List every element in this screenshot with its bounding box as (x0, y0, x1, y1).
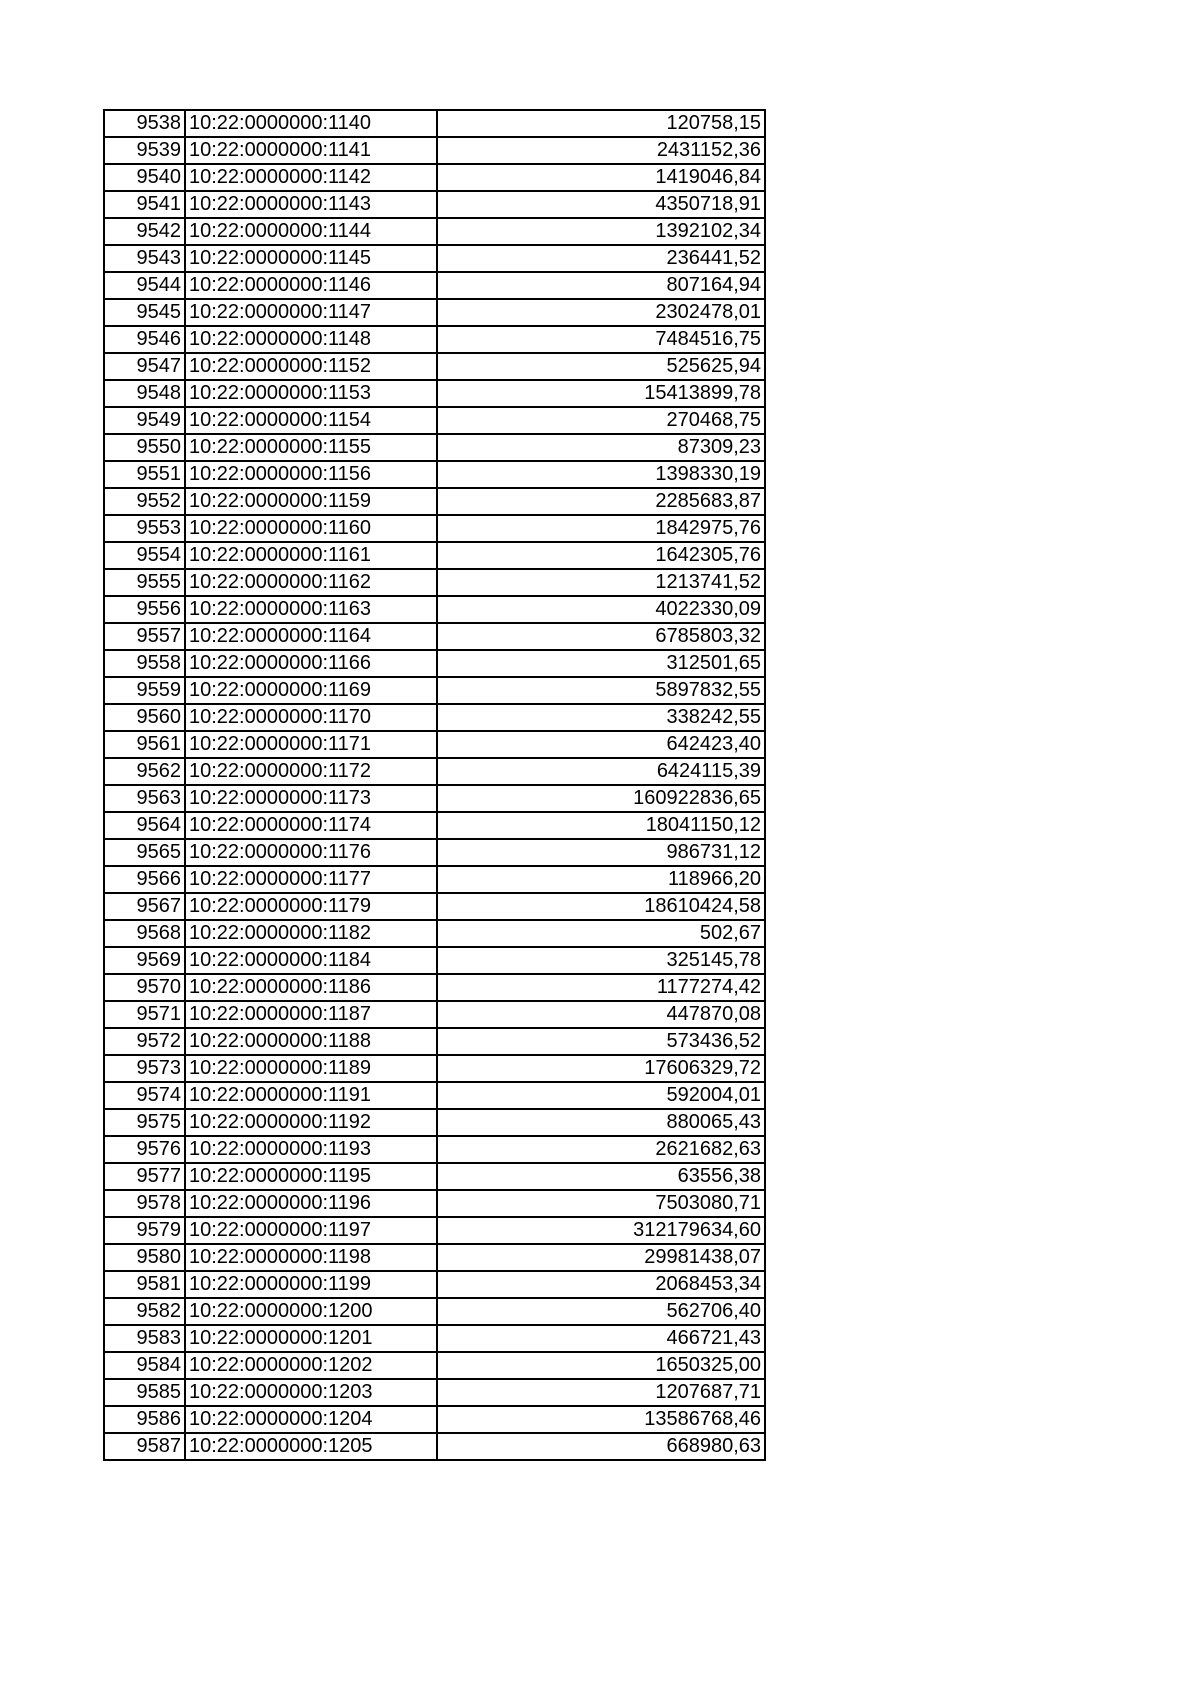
table-row (104, 731, 765, 758)
table-row (104, 1379, 765, 1406)
value-cell: 7484516,75 (437, 326, 765, 353)
row-number-cell: 9566 (104, 866, 185, 893)
value-cell: 63556,38 (437, 1163, 765, 1190)
cadastral-number-cell: 10:22:0000000:1170 (185, 704, 437, 731)
cadastral-number-cell: 10:22:0000000:1141 (185, 137, 437, 164)
cadastral-number-cell: 10:22:0000000:1201 (185, 1325, 437, 1352)
row-number-cell: 9584 (104, 1352, 185, 1379)
row-number-cell: 9562 (104, 758, 185, 785)
cadastral-number-cell: 10:22:0000000:1186 (185, 974, 437, 1001)
row-number-cell: 9550 (104, 434, 185, 461)
row-number-cell: 9561 (104, 731, 185, 758)
table-row (104, 650, 765, 677)
row-number-cell: 9557 (104, 623, 185, 650)
cadastral-number-cell: 10:22:0000000:1191 (185, 1082, 437, 1109)
value-cell: 338242,55 (437, 704, 765, 731)
table-row (104, 1217, 765, 1244)
cadastral-number-cell: 10:22:0000000:1142 (185, 164, 437, 191)
cadastral-number-cell: 10:22:0000000:1179 (185, 893, 437, 920)
row-number-cell: 9553 (104, 515, 185, 542)
table-row (104, 974, 765, 1001)
table-row (104, 1082, 765, 1109)
value-cell: 160922836,65 (437, 785, 765, 812)
cadastral-value-table (103, 109, 766, 1461)
table-row (104, 920, 765, 947)
table-row (104, 596, 765, 623)
cadastral-number-cell: 10:22:0000000:1153 (185, 380, 437, 407)
cadastral-number-cell: 10:22:0000000:1193 (185, 1136, 437, 1163)
value-cell: 447870,08 (437, 1001, 765, 1028)
value-cell: 466721,43 (437, 1325, 765, 1352)
value-cell: 2302478,01 (437, 299, 765, 326)
value-cell: 18610424,58 (437, 893, 765, 920)
cadastral-number-cell: 10:22:0000000:1199 (185, 1271, 437, 1298)
cadastral-number-cell: 10:22:0000000:1184 (185, 947, 437, 974)
value-cell: 7503080,71 (437, 1190, 765, 1217)
cadastral-number-cell: 10:22:0000000:1144 (185, 218, 437, 245)
cadastral-number-cell: 10:22:0000000:1163 (185, 596, 437, 623)
cadastral-number-cell: 10:22:0000000:1164 (185, 623, 437, 650)
cadastral-number-cell: 10:22:0000000:1196 (185, 1190, 437, 1217)
cadastral-number-cell: 10:22:0000000:1192 (185, 1109, 437, 1136)
value-cell: 1419046,84 (437, 164, 765, 191)
row-number-cell: 9585 (104, 1379, 185, 1406)
cadastral-number-cell: 10:22:0000000:1140 (185, 110, 437, 137)
row-number-cell: 9543 (104, 245, 185, 272)
value-cell: 668980,63 (437, 1433, 765, 1460)
row-number-cell: 9559 (104, 677, 185, 704)
table-row (104, 488, 765, 515)
value-cell: 1392102,34 (437, 218, 765, 245)
table-row (104, 1352, 765, 1379)
row-number-cell: 9548 (104, 380, 185, 407)
cadastral-number-cell: 10:22:0000000:1169 (185, 677, 437, 704)
table-row (104, 839, 765, 866)
cadastral-number-cell: 10:22:0000000:1176 (185, 839, 437, 866)
cadastral-number-cell: 10:22:0000000:1205 (185, 1433, 437, 1460)
table-row (104, 677, 765, 704)
value-cell: 270468,75 (437, 407, 765, 434)
cadastral-number-cell: 10:22:0000000:1145 (185, 245, 437, 272)
value-cell: 120758,15 (437, 110, 765, 137)
cadastral-number-cell: 10:22:0000000:1146 (185, 272, 437, 299)
table-row (104, 758, 765, 785)
value-cell: 4350718,91 (437, 191, 765, 218)
table-row (104, 1136, 765, 1163)
cadastral-number-cell: 10:22:0000000:1155 (185, 434, 437, 461)
cadastral-number-cell: 10:22:0000000:1159 (185, 488, 437, 515)
row-number-cell: 9547 (104, 353, 185, 380)
row-number-cell: 9576 (104, 1136, 185, 1163)
row-number-cell: 9545 (104, 299, 185, 326)
value-cell: 87309,23 (437, 434, 765, 461)
row-number-cell: 9546 (104, 326, 185, 353)
table-row (104, 380, 765, 407)
cadastral-number-cell: 10:22:0000000:1177 (185, 866, 437, 893)
table-row (104, 1271, 765, 1298)
row-number-cell: 9541 (104, 191, 185, 218)
value-cell: 312501,65 (437, 650, 765, 677)
row-number-cell: 9568 (104, 920, 185, 947)
table-row (104, 218, 765, 245)
row-number-cell: 9578 (104, 1190, 185, 1217)
table-row (104, 1190, 765, 1217)
row-number-cell: 9586 (104, 1406, 185, 1433)
value-cell: 18041150,12 (437, 812, 765, 839)
row-number-cell: 9549 (104, 407, 185, 434)
value-cell: 2621682,63 (437, 1136, 765, 1163)
value-cell: 2285683,87 (437, 488, 765, 515)
table-row (104, 272, 765, 299)
value-cell: 807164,94 (437, 272, 765, 299)
value-cell: 1642305,76 (437, 542, 765, 569)
row-number-cell: 9574 (104, 1082, 185, 1109)
value-cell: 5897832,55 (437, 677, 765, 704)
cadastral-number-cell: 10:22:0000000:1203 (185, 1379, 437, 1406)
table-row (104, 1109, 765, 1136)
row-number-cell: 9577 (104, 1163, 185, 1190)
row-number-cell: 9567 (104, 893, 185, 920)
value-cell: 1650325,00 (437, 1352, 765, 1379)
value-cell: 2431152,36 (437, 137, 765, 164)
cadastral-number-cell: 10:22:0000000:1187 (185, 1001, 437, 1028)
table-row (104, 137, 765, 164)
table-row (104, 785, 765, 812)
cadastral-number-cell: 10:22:0000000:1195 (185, 1163, 437, 1190)
cadastral-number-cell: 10:22:0000000:1189 (185, 1055, 437, 1082)
value-cell: 525625,94 (437, 353, 765, 380)
row-number-cell: 9571 (104, 1001, 185, 1028)
table-row (104, 1163, 765, 1190)
table-row (104, 1055, 765, 1082)
table-row (104, 947, 765, 974)
row-number-cell: 9582 (104, 1298, 185, 1325)
row-number-cell: 9542 (104, 218, 185, 245)
value-cell: 1398330,19 (437, 461, 765, 488)
row-number-cell: 9556 (104, 596, 185, 623)
value-cell: 15413899,78 (437, 380, 765, 407)
value-cell: 1207687,71 (437, 1379, 765, 1406)
table-row (104, 245, 765, 272)
row-number-cell: 9539 (104, 137, 185, 164)
row-number-cell: 9581 (104, 1271, 185, 1298)
row-number-cell: 9575 (104, 1109, 185, 1136)
row-number-cell: 9572 (104, 1028, 185, 1055)
value-cell: 642423,40 (437, 731, 765, 758)
value-cell: 880065,43 (437, 1109, 765, 1136)
table-row (104, 812, 765, 839)
table-row (104, 434, 765, 461)
table-row (104, 1325, 765, 1352)
table-row (104, 1028, 765, 1055)
row-number-cell: 9587 (104, 1433, 185, 1460)
cadastral-number-cell: 10:22:0000000:1200 (185, 1298, 437, 1325)
cadastral-number-cell: 10:22:0000000:1156 (185, 461, 437, 488)
cadastral-number-cell: 10:22:0000000:1162 (185, 569, 437, 596)
table-row (104, 515, 765, 542)
cadastral-number-cell: 10:22:0000000:1147 (185, 299, 437, 326)
value-cell: 13586768,46 (437, 1406, 765, 1433)
row-number-cell: 9569 (104, 947, 185, 974)
value-cell: 2068453,34 (437, 1271, 765, 1298)
cadastral-number-cell: 10:22:0000000:1143 (185, 191, 437, 218)
table-row (104, 1433, 765, 1460)
cadastral-number-cell: 10:22:0000000:1198 (185, 1244, 437, 1271)
table-row (104, 461, 765, 488)
table-row (104, 407, 765, 434)
value-cell: 592004,01 (437, 1082, 765, 1109)
value-cell: 1842975,76 (437, 515, 765, 542)
value-cell: 17606329,72 (437, 1055, 765, 1082)
table-row (104, 542, 765, 569)
table-row (104, 866, 765, 893)
cadastral-number-cell: 10:22:0000000:1204 (185, 1406, 437, 1433)
value-cell: 325145,78 (437, 947, 765, 974)
value-cell: 573436,52 (437, 1028, 765, 1055)
cadastral-number-cell: 10:22:0000000:1161 (185, 542, 437, 569)
row-number-cell: 9551 (104, 461, 185, 488)
table-row (104, 704, 765, 731)
table-row (104, 191, 765, 218)
cadastral-number-cell: 10:22:0000000:1173 (185, 785, 437, 812)
value-cell: 502,67 (437, 920, 765, 947)
table-row (104, 893, 765, 920)
row-number-cell: 9564 (104, 812, 185, 839)
row-number-cell: 9540 (104, 164, 185, 191)
row-number-cell: 9583 (104, 1325, 185, 1352)
value-cell: 6785803,32 (437, 623, 765, 650)
row-number-cell: 9565 (104, 839, 185, 866)
cadastral-number-cell: 10:22:0000000:1152 (185, 353, 437, 380)
row-number-cell: 9544 (104, 272, 185, 299)
row-number-cell: 9552 (104, 488, 185, 515)
row-number-cell: 9573 (104, 1055, 185, 1082)
table-row (104, 326, 765, 353)
value-cell: 1177274,42 (437, 974, 765, 1001)
table-row (104, 110, 765, 137)
cadastral-number-cell: 10:22:0000000:1202 (185, 1352, 437, 1379)
table-row (104, 299, 765, 326)
value-cell: 1213741,52 (437, 569, 765, 596)
row-number-cell: 9555 (104, 569, 185, 596)
table-row (104, 1001, 765, 1028)
cadastral-number-cell: 10:22:0000000:1148 (185, 326, 437, 353)
table-row (104, 569, 765, 596)
cadastral-number-cell: 10:22:0000000:1174 (185, 812, 437, 839)
cadastral-number-cell: 10:22:0000000:1182 (185, 920, 437, 947)
table-row (104, 623, 765, 650)
row-number-cell: 9580 (104, 1244, 185, 1271)
value-cell: 236441,52 (437, 245, 765, 272)
cadastral-number-cell: 10:22:0000000:1171 (185, 731, 437, 758)
row-number-cell: 9558 (104, 650, 185, 677)
row-number-cell: 9554 (104, 542, 185, 569)
table-row (104, 1406, 765, 1433)
value-cell: 986731,12 (437, 839, 765, 866)
table-body (104, 110, 765, 1460)
cadastral-number-cell: 10:22:0000000:1197 (185, 1217, 437, 1244)
value-cell: 118966,20 (437, 866, 765, 893)
value-cell: 4022330,09 (437, 596, 765, 623)
value-cell: 312179634,60 (437, 1217, 765, 1244)
value-cell: 6424115,39 (437, 758, 765, 785)
table-row (104, 1298, 765, 1325)
table-row (104, 164, 765, 191)
cadastral-number-cell: 10:22:0000000:1172 (185, 758, 437, 785)
table-row (104, 353, 765, 380)
value-cell: 562706,40 (437, 1298, 765, 1325)
row-number-cell: 9563 (104, 785, 185, 812)
row-number-cell: 9538 (104, 110, 185, 137)
row-number-cell: 9560 (104, 704, 185, 731)
cadastral-number-cell: 10:22:0000000:1160 (185, 515, 437, 542)
row-number-cell: 9579 (104, 1217, 185, 1244)
cadastral-number-cell: 10:22:0000000:1154 (185, 407, 437, 434)
row-number-cell: 9570 (104, 974, 185, 1001)
cadastral-number-cell: 10:22:0000000:1188 (185, 1028, 437, 1055)
value-cell: 29981438,07 (437, 1244, 765, 1271)
table-row (104, 1244, 765, 1271)
cadastral-number-cell: 10:22:0000000:1166 (185, 650, 437, 677)
